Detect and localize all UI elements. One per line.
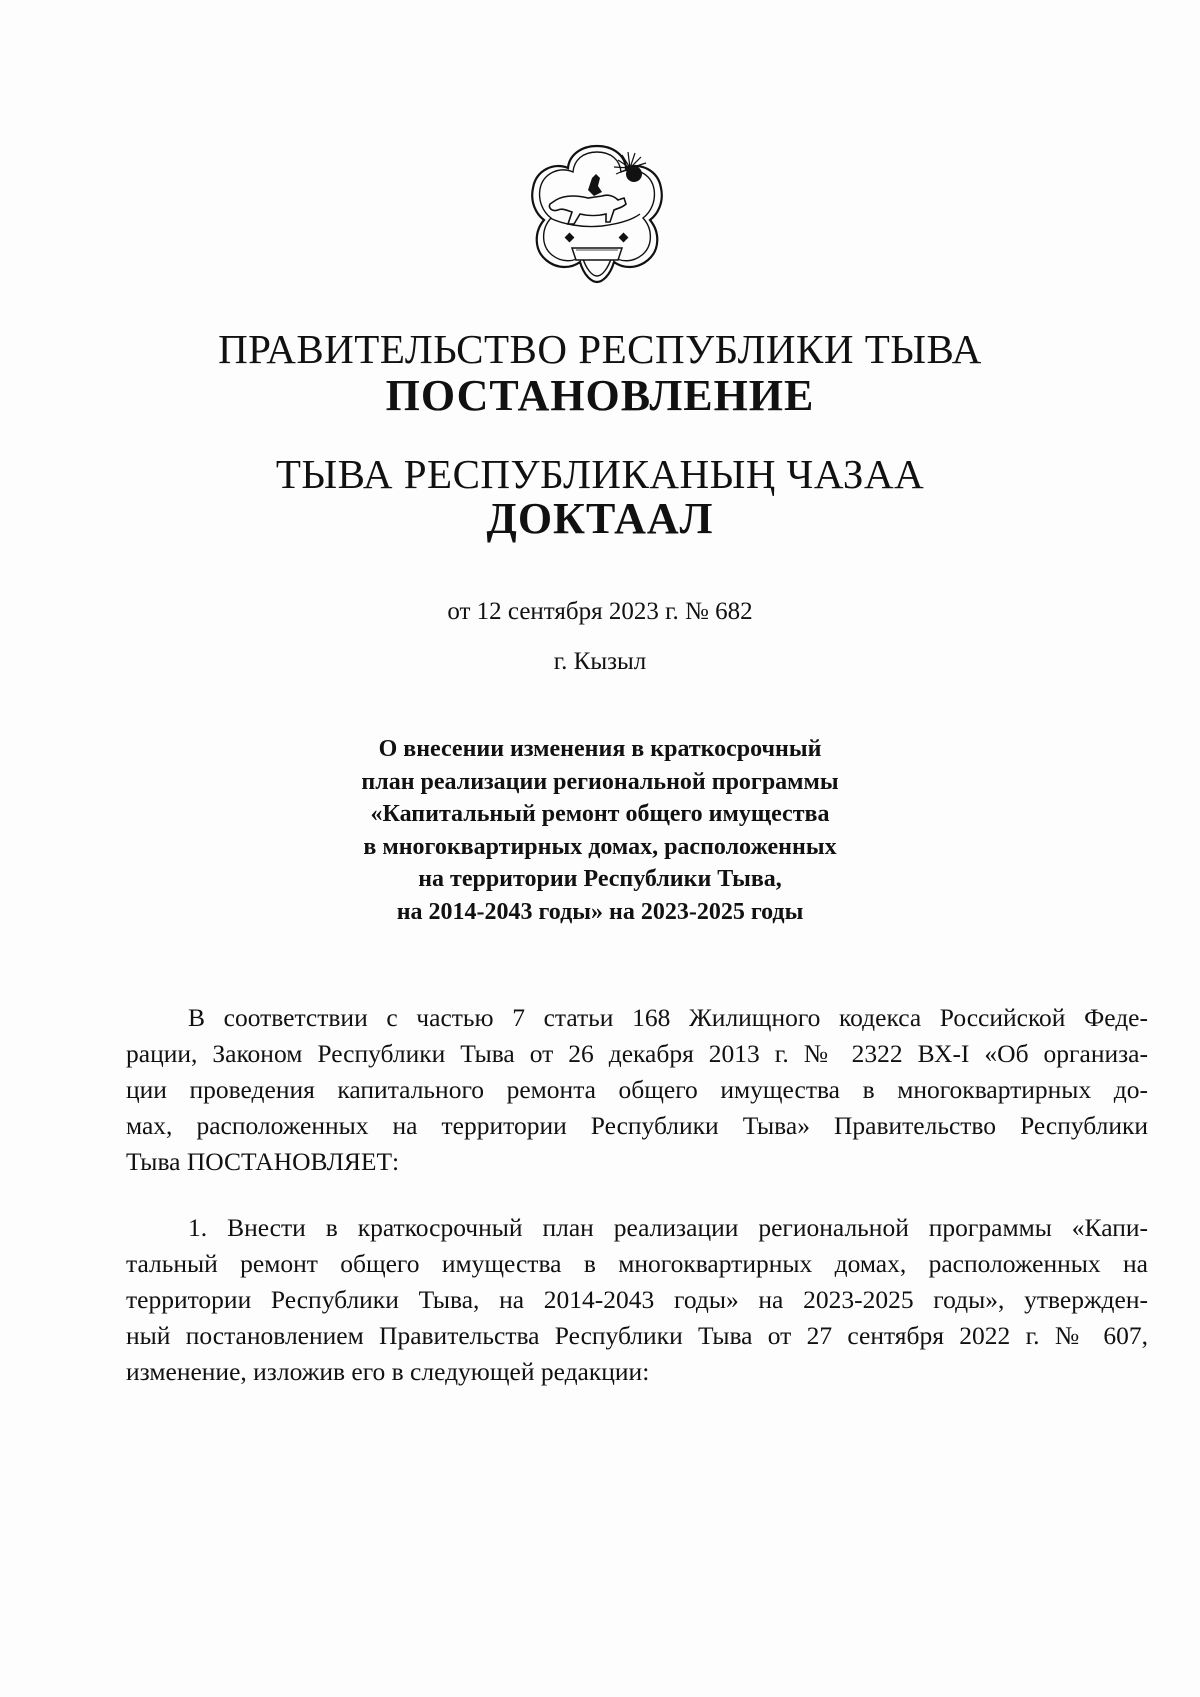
decree-city: г. Кызыл — [553, 648, 647, 675]
preamble-paragraph — [126, 1000, 1148, 1180]
paragraph-line: изменение, изложив его в следующей редакции: — [126, 1357, 650, 1386]
paragraph-line: тальный ремонт общего имущества в многоквартирных домах, расположенных на — [126, 1249, 1148, 1278]
decree-heading-ru: ПОСТАНОВЛЕНИЕ — [385, 371, 815, 420]
decree-heading-tyv: ДОКТААЛ — [486, 494, 714, 543]
subject-line: на 2014-2043 годы» на 2023-2025 годы — [396, 898, 804, 925]
government-title-tyv: ТЫВА РЕСПУБЛИКАНЫҢ ЧАЗАА — [275, 451, 925, 497]
paragraph-line: ции проведения капитального ремонта общего имущества в многоквартирных до- — [126, 1075, 1148, 1104]
paragraph-line: рации, Законом Республики Тыва от 26 декабря 2013 г. № 2322 ВХ-I «Об организа- — [126, 1039, 1148, 1068]
paragraph-line: 1. Внести в краткосрочный план реализации региональной программы «Капи- — [188, 1213, 1148, 1242]
paragraph-line: территории Республики Тыва, на 2014-2043 годы» на 2023-2025 годы», утвержден- — [126, 1285, 1148, 1314]
subject-line: «Капитальный ремонт общего имущества — [370, 801, 830, 827]
decree-subject — [300, 733, 900, 928]
paragraph-line: мах, расположенных на территории Республики Тыва» Правительство Республики — [126, 1111, 1148, 1140]
subject-line: на территории Республики Тыва, — [418, 866, 782, 892]
paragraph-line: ный постановлением Правительства Республики Тыва от 27 сентября 2022 г. № 607, — [126, 1321, 1148, 1350]
tuva-emblem-icon — [522, 138, 672, 288]
subject-line: план реализации региональной программы — [361, 768, 839, 795]
decree-date-number: от 12 сентября 2023 г. № 682 — [447, 598, 753, 625]
clause-1-paragraph — [126, 1210, 1148, 1390]
government-title-ru: ПРАВИТЕЛЬСТВО РЕСПУБЛИКИ ТЫВА — [218, 326, 982, 372]
subject-line: в многоквартирных домах, расположенных — [363, 833, 837, 860]
paragraph-line: Тыва ПОСТАНОВЛЯЕТ: — [126, 1147, 400, 1176]
subject-line: О внесении изменения в краткосрочный — [378, 736, 822, 762]
paragraph-line: В соответствии с частью 7 статьи 168 Жилищного кодекса Российской Феде- — [188, 1003, 1148, 1032]
